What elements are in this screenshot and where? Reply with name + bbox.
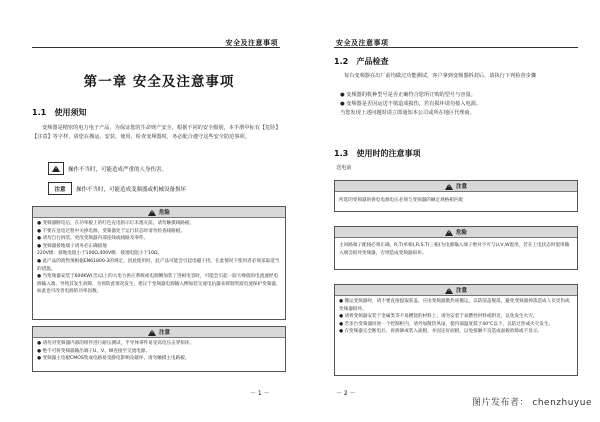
legend-text: 操作不当时，可能造成变频器或机械设备损坏 xyxy=(76,186,187,193)
list-item: ● 此产品的销售须根据EN61800-3的规定，因此使用时，此产品可能会引起电磁干扰，在此情况下使用者必须采取适当的措施。 xyxy=(37,258,280,272)
list-item: ● 请勿对变频器内部的组件进行耐压测试，半导体零件易受高电压击穿损坏。 xyxy=(37,341,195,346)
box-body xyxy=(335,296,577,338)
box-body: 主回路端子配线必须正确，R,T(单相),R,S,T(三相)为电源输入端子绝对不可与U,V,W混用，若在上电状态时混用输入端会损坏变频器，否则造成变频器损坏。 xyxy=(339,243,570,256)
section-title: 产品检查 xyxy=(356,57,389,66)
section-heading xyxy=(32,107,87,118)
section-number: 1.1 xyxy=(32,108,47,117)
box-header xyxy=(335,181,577,192)
list-item: ● 若多台变频器同放一个控制柜内，请外加散热风扇，使内部温度低于40℃以下，以防过热或火灾发生。 xyxy=(339,321,554,327)
list-item: ● 在变频器完全断电后，再拆卸或装入面板，并固定好面板，以免接触不良造成面板故障或不显示。 xyxy=(339,329,543,335)
legend-danger xyxy=(48,162,167,175)
section-title: 使用须知 xyxy=(54,108,87,117)
section-number: 1.2 xyxy=(334,57,349,66)
list-item: 220V级：接地电阻小于100Ω,400V级：接地电阻小于10Ω。 xyxy=(37,251,163,257)
danger-box xyxy=(32,206,286,320)
list-item: ● 不要在送电过程中关掉电源，变频器处于运行状态时请勿检查线路板。 xyxy=(37,228,185,234)
right-page xyxy=(300,0,600,422)
section-heading xyxy=(334,148,421,159)
caution-symbol xyxy=(48,182,72,195)
caution-label: 注意 xyxy=(54,186,66,193)
intro-paragraph: 变频器是精密的电力电子产品，为保证您的生命财产安全，根据不同的安全级别，本手册中标有【危险】【注意】等字样，请您在搬运、安装、使用、检查变频器时，务必配合遵守这些安全防范事项。 xyxy=(32,125,281,140)
section-number: 1.3 xyxy=(334,149,349,158)
section-title: 使用时的注意事项 xyxy=(356,149,421,158)
warning-triangle-icon xyxy=(445,183,453,190)
watermark: 图片发布者： chenzhuyue xyxy=(472,398,592,408)
legend-text: 操作不当时，可能造成严重的人身伤害。 xyxy=(68,166,168,173)
box-body xyxy=(33,218,285,298)
warning-triangle-icon xyxy=(445,287,453,294)
list-item: ● 请勿自行拆装、更改变频器内部连线或线路及零件。 xyxy=(37,236,149,242)
box-body: 所选的变频器的供电电源电压必须与变频器的额定规格相匹配 xyxy=(339,198,464,203)
inspection-intro: 每台变频器在出厂前均做过功能测试，客户拿到变频器拆封后，请执行下列检查步骤 xyxy=(344,73,536,79)
list-item: 当您发现上述问题时请立即通知本公司或所在地区代理商。 xyxy=(340,110,475,116)
caution-box xyxy=(32,326,286,372)
danger-icon xyxy=(52,165,60,172)
list-item: ● 变频器接地端子请务必正确接地 xyxy=(37,243,107,249)
box-body xyxy=(33,338,285,365)
box-header xyxy=(335,285,577,296)
list-item: ● 绝不可将变频器输出端子U、V、W连接至交流电源。 xyxy=(37,348,150,354)
list-item: ● 当变频器安装于600KW(含)以上的大电力供应系统或电源侧加装了进相电容时，可能会引起一较大峰值的电流流经电源输入端，导致其发生故障，为预防此情况发生，建议于变频器电源输入侧加装交流电抗器来抑制突波电流保护变频器，如此也可改善电源的功率因数。 xyxy=(37,274,281,295)
box-header xyxy=(33,207,285,218)
running-header: 安全及注意事项 xyxy=(225,39,278,47)
caution-box xyxy=(334,180,578,212)
header-rule xyxy=(334,47,578,48)
list-item: ● 搬运变频器时，请不要直接提取前盖，应由变频器散热座搬运，以防前盖脱落，避免变频器掉落造成人员受伤或变频器损坏。 xyxy=(339,299,570,312)
list-item: ● 变频器主电板CMOS集成电路易受静电影响及破坏，请勿触摸主电路板。 xyxy=(37,356,190,362)
inspection-list xyxy=(340,91,576,118)
box-title: 危险 xyxy=(455,230,467,236)
running-header: 安全及注意事项 xyxy=(336,39,389,47)
chapter-title: 第一章 安全及注意事项 xyxy=(83,74,235,90)
list-item: ● 请将变频器安装于金属类等不易燃烧的材料上，请勿安装于易燃性材料或附近，以免发生火灾。 xyxy=(339,314,538,320)
box-header xyxy=(33,327,285,338)
danger-box xyxy=(334,226,578,270)
box-header xyxy=(335,227,577,238)
box-title: 注意 xyxy=(158,330,170,336)
section-heading xyxy=(334,56,389,67)
list-item: ● 变频器的机种型号是否正确符合您所订购的型号与容量。 xyxy=(340,92,476,98)
warning-triangle-icon xyxy=(148,329,156,336)
warning-triangle-icon xyxy=(445,229,453,236)
legend-caution xyxy=(48,182,186,195)
caution-box xyxy=(334,284,578,376)
page-number: － 1 － xyxy=(250,390,270,397)
before-power-label: 送电前 xyxy=(336,165,352,171)
box-title: 危险 xyxy=(158,210,170,216)
warning-triangle-icon xyxy=(148,209,156,216)
list-item: ● 变频器断电后，在功率板上的红色充电指示灯未熄灭前，请勿触摸线路板。 xyxy=(37,221,195,226)
box-title: 注意 xyxy=(455,184,467,190)
page-number: － 2 － xyxy=(336,390,356,397)
box-title: 注意 xyxy=(455,288,467,294)
danger-symbol xyxy=(48,162,64,175)
list-item: ● 变频器是否因运送不慎造成损伤，若有损坏请勿接入电源。 xyxy=(340,101,482,107)
header-rule xyxy=(32,47,280,48)
